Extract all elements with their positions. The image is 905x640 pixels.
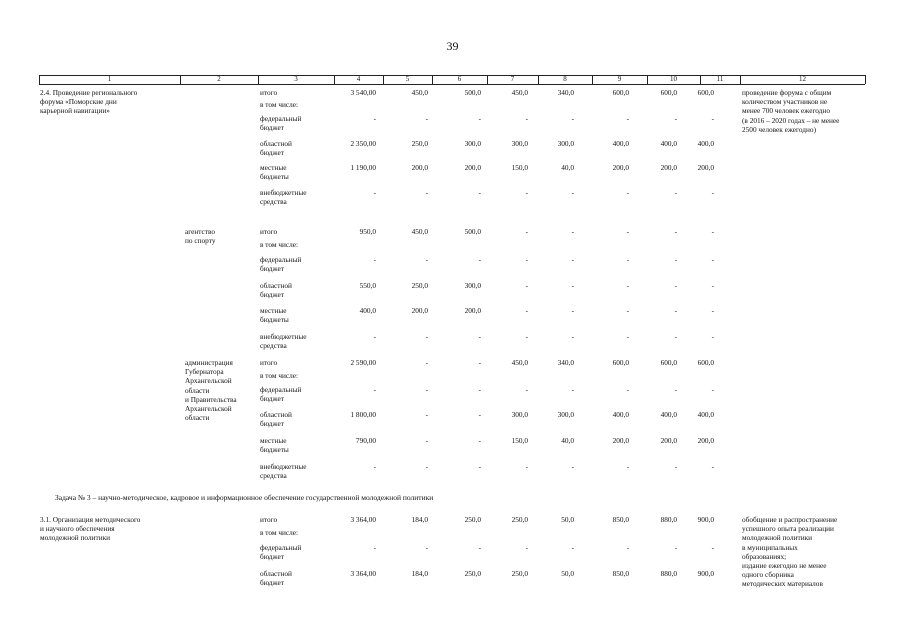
row-value: 850,0	[612, 569, 629, 578]
row-value: -	[373, 543, 376, 552]
row-label: в том числе:	[260, 100, 299, 109]
row-value: -	[626, 306, 629, 315]
row-label: федеральный бюджет	[260, 255, 302, 274]
row-value: -	[425, 114, 428, 123]
row-label: местные бюджеты	[260, 436, 289, 455]
row-value: -	[425, 543, 428, 552]
row-value: 200,0	[612, 163, 629, 172]
row-value: -	[626, 543, 629, 552]
row-label: в том числе:	[260, 528, 299, 537]
row-value: -	[674, 385, 677, 394]
row-value: 300,0	[511, 410, 528, 419]
row-value: 50,0	[561, 515, 574, 524]
header-cell-3: 3	[294, 75, 298, 83]
row-value: 200,0	[660, 436, 677, 445]
row-value: 200,0	[612, 436, 629, 445]
row-value: 850,0	[612, 515, 629, 524]
row-value: 500,0	[464, 227, 481, 236]
row-value: -	[626, 281, 629, 290]
row-value: 200,0	[697, 163, 714, 172]
row-value: 300,0	[464, 281, 481, 290]
row-value: -	[626, 188, 629, 197]
row-label: федеральный бюджет	[260, 385, 302, 404]
row-value: 200,0	[464, 163, 481, 172]
row-value: -	[571, 255, 574, 264]
row-value: 300,0	[464, 139, 481, 148]
row-label: итого	[260, 227, 278, 236]
row-label: внебюджетные средства	[260, 332, 307, 351]
row-value: 600,0	[697, 88, 714, 97]
header-cell-2: 2	[217, 75, 221, 83]
row-value: 400,0	[359, 306, 376, 315]
row-value: -	[571, 227, 574, 236]
row-value: 400,0	[612, 410, 629, 419]
row-value: -	[711, 281, 714, 290]
row-value: -	[674, 255, 677, 264]
row-value: 340,0	[557, 358, 574, 367]
row-value: 600,0	[660, 358, 677, 367]
row-value: -	[425, 255, 428, 264]
row-value: -	[711, 188, 714, 197]
row-value: -	[525, 114, 528, 123]
row-label: областной бюджет	[260, 410, 292, 429]
row-value: -	[626, 385, 629, 394]
row-value: -	[711, 306, 714, 315]
row-value: -	[373, 188, 376, 197]
row-value: -	[478, 332, 481, 341]
row-value: -	[525, 332, 528, 341]
row-value: -	[425, 462, 428, 471]
row-value: 400,0	[660, 139, 677, 148]
row-value: -	[626, 462, 629, 471]
row-value: -	[571, 543, 574, 552]
row-value: 600,0	[697, 358, 714, 367]
row-value: 250,0	[411, 139, 428, 148]
row-value: 300,0	[557, 410, 574, 419]
row-value: -	[425, 385, 428, 394]
row-value: -	[373, 332, 376, 341]
row-value: -	[478, 358, 481, 367]
row-value: -	[571, 188, 574, 197]
row-value: 450,0	[511, 88, 528, 97]
row-value: 880,0	[660, 515, 677, 524]
row-value: -	[711, 462, 714, 471]
row-value: 300,0	[557, 139, 574, 148]
row-value: 600,0	[612, 358, 629, 367]
row-value: 300,0	[511, 139, 528, 148]
row-value: 900,0	[697, 569, 714, 578]
row-value: 3 540,00	[350, 88, 376, 97]
header-cell-6: 6	[457, 75, 462, 83]
row-value: 2 590,00	[350, 358, 376, 367]
row-value: 450,0	[511, 358, 528, 367]
row-value: -	[674, 332, 677, 341]
row-value: -	[674, 114, 677, 123]
row-value: -	[425, 358, 428, 367]
row-value: -	[626, 114, 629, 123]
row-value: -	[425, 188, 428, 197]
row-value: 250,0	[511, 569, 528, 578]
row-value: 400,0	[612, 139, 629, 148]
row-value: 40,0	[561, 163, 574, 172]
row-label: в том числе:	[260, 371, 299, 380]
row-value: 250,0	[464, 569, 481, 578]
row-value: -	[478, 188, 481, 197]
row-value: 400,0	[697, 139, 714, 148]
row-value: 3 364,00	[350, 515, 376, 524]
row-value: 500,0	[464, 88, 481, 97]
row-value: -	[674, 543, 677, 552]
row-value: 250,0	[411, 281, 428, 290]
row-label: областной бюджет	[260, 569, 292, 588]
row-label: местные бюджеты	[260, 306, 289, 325]
row-value: 450,0	[411, 88, 428, 97]
row-value: 790,00	[355, 436, 376, 445]
executor-governor-administration: администрация Губернатора Архангельской области и Правительства Архангельской области	[185, 358, 237, 423]
row-label: внебюджетные средства	[260, 188, 307, 207]
row-label: федеральный бюджет	[260, 114, 302, 133]
row-value: -	[571, 306, 574, 315]
row-value: 1 800,00	[350, 410, 376, 419]
row-value: -	[711, 114, 714, 123]
row-value: -	[626, 332, 629, 341]
row-value: -	[478, 543, 481, 552]
row-label: итого	[260, 88, 278, 97]
row-value: -	[525, 255, 528, 264]
row-value: -	[711, 385, 714, 394]
row-value: -	[373, 114, 376, 123]
page-number: 39	[446, 39, 459, 53]
row-value: 880,0	[660, 569, 677, 578]
row-value: 200,0	[411, 306, 428, 315]
executor-sport-agency: агентство по спорту	[185, 227, 216, 246]
row-value: -	[525, 543, 528, 552]
row-value: 600,0	[612, 88, 629, 97]
header-cell-1: 1	[107, 75, 112, 83]
row-label: областной бюджет	[260, 281, 292, 300]
row-value: 400,0	[697, 410, 714, 419]
row-value: -	[478, 114, 481, 123]
row-value: -	[373, 255, 376, 264]
row-value: -	[711, 255, 714, 264]
row-value: -	[571, 281, 574, 290]
header-cell-11: 11	[716, 75, 724, 83]
header-cell-7: 7	[510, 75, 515, 83]
row-value: -	[478, 255, 481, 264]
row-value: 250,0	[464, 515, 481, 524]
row-value: -	[674, 281, 677, 290]
expected-result-2-4: проведение форума с общим количеством участников не менее 700 человек ежегодно (в 2016 – 2020 годах – не менее 2500 человек ежегодно)	[742, 88, 840, 134]
header-rule	[39, 84, 865, 85]
header-cell-4: 4	[356, 75, 361, 83]
event-name-3-1: 3.1. Организация методического и научного обеспечения молодежной политики	[40, 515, 141, 543]
row-label: итого	[260, 515, 278, 524]
row-value: -	[525, 306, 528, 315]
row-label: федеральный бюджет	[260, 543, 302, 562]
row-value: 400,0	[660, 410, 677, 419]
row-value: 600,0	[660, 88, 677, 97]
row-value: -	[626, 227, 629, 236]
row-value: -	[571, 385, 574, 394]
row-value: 250,0	[511, 515, 528, 524]
row-value: 50,0	[561, 569, 574, 578]
row-value: -	[525, 385, 528, 394]
row-value: -	[373, 385, 376, 394]
row-value: -	[525, 281, 528, 290]
row-value: 3 364,00	[350, 569, 376, 578]
row-value: 184,0	[411, 515, 428, 524]
row-label: местные бюджеты	[260, 163, 289, 182]
row-value: -	[478, 410, 481, 419]
header-cell-12: 12	[799, 75, 806, 83]
row-value: -	[571, 332, 574, 341]
row-value: -	[674, 462, 677, 471]
row-value: 200,0	[697, 436, 714, 445]
row-label: внебюджетные средства	[260, 462, 307, 481]
header-cell-5: 5	[405, 75, 410, 83]
row-value: 1 190,00	[350, 163, 376, 172]
row-value: -	[571, 114, 574, 123]
row-value: 200,0	[464, 306, 481, 315]
row-value: 200,0	[411, 163, 428, 172]
header-divider	[865, 75, 866, 84]
row-value: -	[373, 462, 376, 471]
row-value: 184,0	[411, 569, 428, 578]
row-value: 900,0	[697, 515, 714, 524]
event-name-2-4: 2.4. Проведение регионального форума «Поморские дни карьерной навигации»	[40, 88, 138, 116]
row-value: -	[525, 188, 528, 197]
row-value: 150,0	[511, 163, 528, 172]
row-value: -	[478, 462, 481, 471]
row-value: -	[711, 543, 714, 552]
header-cell-8: 8	[563, 75, 567, 83]
task-heading: Задача № 3 – научно-методическое, кадровое и информационное обеспечение государственной молодежной политики	[55, 493, 434, 502]
row-value: -	[711, 332, 714, 341]
header-cell-10: 10	[670, 75, 677, 83]
row-value: -	[711, 227, 714, 236]
row-value: -	[571, 462, 574, 471]
row-value: 550,0	[359, 281, 376, 290]
row-label: в том числе:	[260, 240, 299, 249]
row-value: -	[674, 306, 677, 315]
row-value: 200,0	[660, 163, 677, 172]
row-value: 2 350,00	[350, 139, 376, 148]
row-value: -	[525, 227, 528, 236]
row-value: -	[525, 462, 528, 471]
expected-result-3-1: обобщение и распространение успешного опыта реализации молодежной политики в муниципальных образованиях; издание ежегодно не менее одного сборника методических материалов	[742, 515, 838, 589]
row-value: -	[425, 436, 428, 445]
row-value: 150,0	[511, 436, 528, 445]
header-cell-9: 9	[617, 75, 622, 83]
row-value: -	[425, 332, 428, 341]
row-value: -	[626, 255, 629, 264]
row-value: 950,0	[359, 227, 376, 236]
row-label: итого	[260, 358, 278, 367]
row-label: областной бюджет	[260, 139, 292, 158]
row-value: -	[478, 385, 481, 394]
row-value: -	[674, 227, 677, 236]
row-value: 340,0	[557, 88, 574, 97]
row-value: -	[674, 188, 677, 197]
row-value: -	[478, 436, 481, 445]
row-value: 450,0	[411, 227, 428, 236]
row-value: -	[425, 410, 428, 419]
row-value: 40,0	[561, 436, 574, 445]
